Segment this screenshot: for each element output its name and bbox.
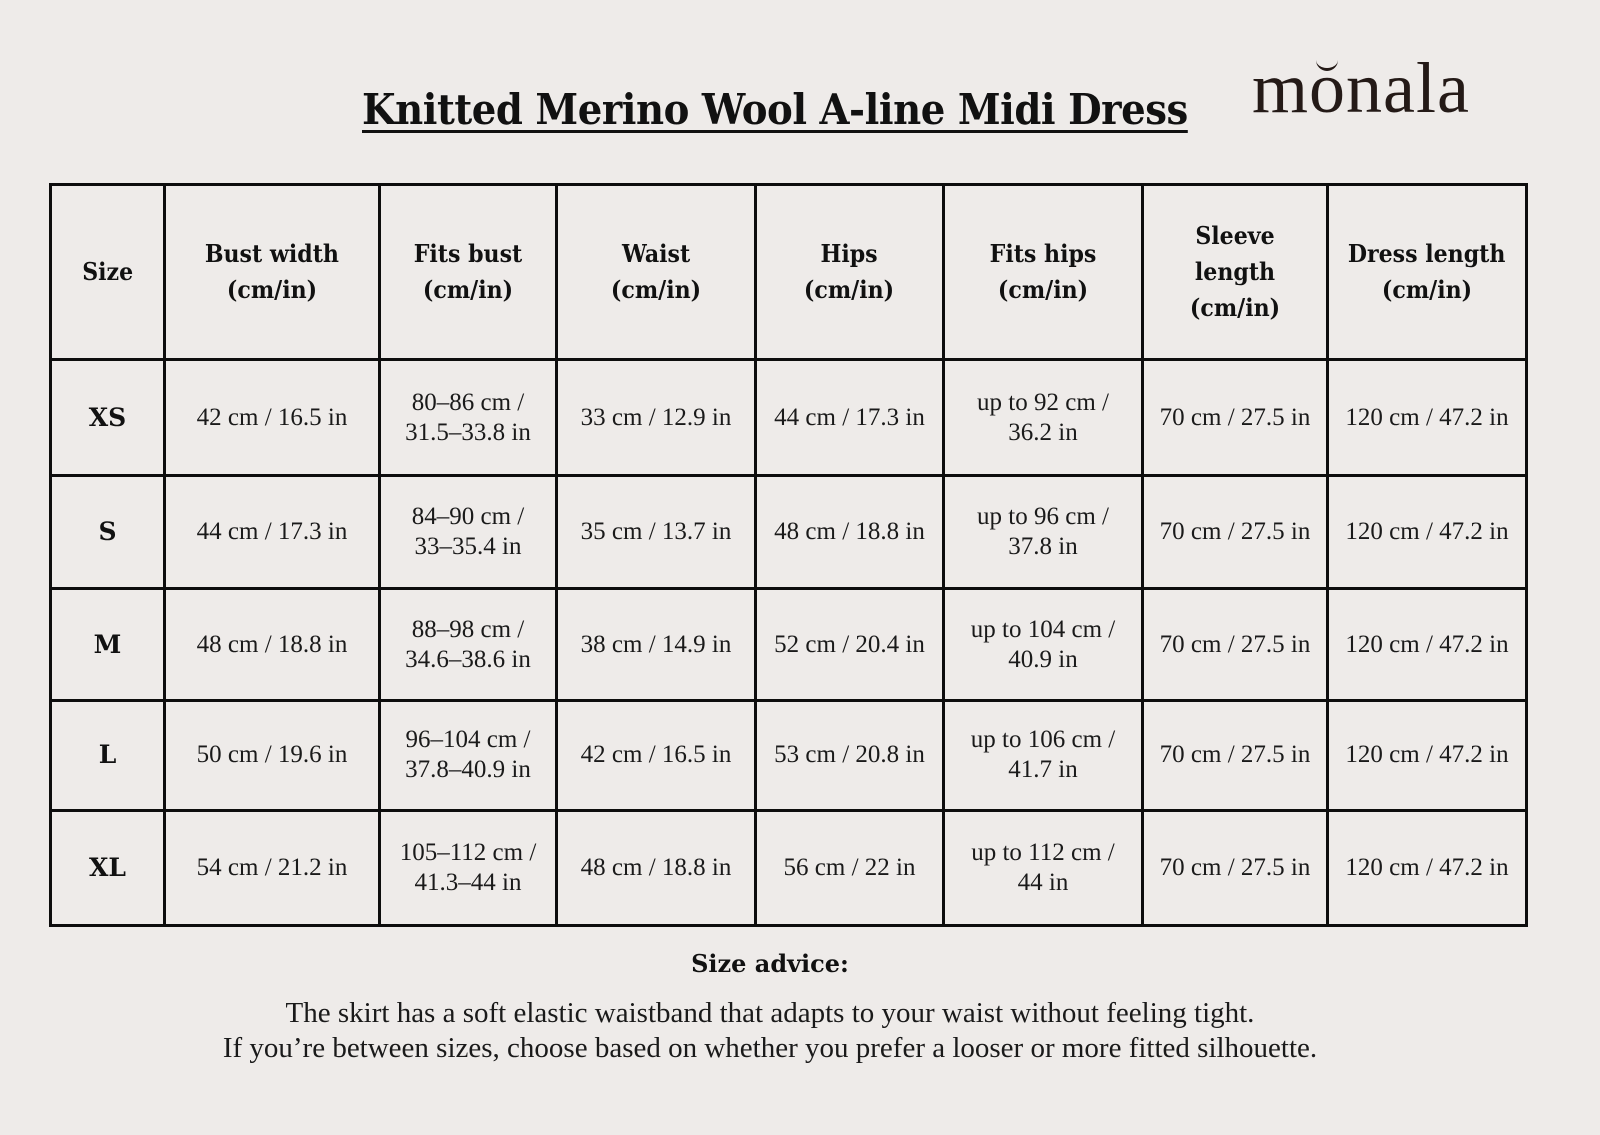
size-cell: M (51, 589, 165, 700)
fits-bust-cell (380, 589, 557, 700)
size-cell: XS (51, 360, 165, 476)
logo-accent-o: o (1309, 48, 1347, 128)
size-advice-heading: Size advice: (691, 949, 849, 978)
waist-cell: 48 cm / 18.8 in (557, 810, 756, 925)
dress-length-cell: 120 cm / 47.2 in (1328, 476, 1527, 589)
fits-bust-cm: 105–112 cm / (399, 838, 537, 866)
page-title: Knitted Merino Wool A-line Midi Dress (362, 85, 1188, 134)
header-sleeve-length (1143, 185, 1328, 360)
header-fits-bust (380, 185, 557, 360)
dress-length-cell: 120 cm / 47.2 in (1328, 810, 1527, 925)
bust-width-cell: 50 cm / 19.6 in (165, 700, 380, 810)
fits-bust-cell (380, 810, 557, 925)
header-fits-bust-unit: (cm/in) (422, 275, 514, 304)
fits-bust-cm: 96–104 cm / (405, 726, 531, 754)
bust-width-cell: 44 cm / 17.3 in (165, 476, 380, 589)
header-sleeve-length-unit: (cm/in) (1189, 293, 1281, 322)
fits-hips-cm: up to 106 cm / (970, 726, 1116, 754)
fits-hips-cell (944, 360, 1143, 476)
fits-hips-in: 36.2 in (1008, 418, 1078, 446)
logo-prefix: m (1252, 48, 1310, 128)
waist-cell: 33 cm / 12.9 in (557, 360, 756, 476)
header-waist-unit: (cm/in) (610, 275, 702, 304)
fits-bust-cell (380, 476, 557, 589)
header-hips-unit: (cm/in) (804, 275, 895, 304)
dress-length-cell: 120 cm / 47.2 in (1328, 700, 1527, 810)
fits-hips-cell (944, 476, 1143, 589)
size-advice-line: The skirt has a soft elastic waistband that adapts to your waist without feeling tight. (285, 997, 1255, 1029)
fits-hips-cell (944, 700, 1143, 810)
waist-cell: 38 cm / 14.9 in (557, 589, 756, 700)
fits-hips-cell (944, 810, 1143, 925)
fits-bust-cm: 80–86 cm / (411, 388, 525, 416)
sleeve-length-cell: 70 cm / 27.5 in (1143, 589, 1328, 700)
fits-bust-in: 41.3–44 in (414, 868, 522, 896)
brand-logo (1252, 48, 1470, 128)
waist-cell: 35 cm / 13.7 in (557, 476, 756, 589)
sleeve-length-cell: 70 cm / 27.5 in (1143, 810, 1328, 925)
fits-hips-cm: up to 96 cm / (977, 503, 1109, 531)
header-dress-length-unit: (cm/in) (1381, 275, 1473, 304)
header-size (51, 185, 165, 360)
size-chart-table (49, 183, 1528, 927)
bust-width-cell: 54 cm / 21.2 in (165, 810, 380, 925)
header-sleeve-length-label: Sleeve length (1194, 221, 1276, 286)
fits-bust-in: 31.5–33.8 in (405, 418, 531, 446)
fits-hips-in: 37.8 in (1008, 533, 1078, 561)
fits-hips-cm: up to 92 cm / (977, 388, 1109, 416)
header-bust-width-unit: (cm/in) (226, 275, 318, 304)
hips-cell: 48 cm / 18.8 in (756, 476, 944, 589)
hips-cell: 53 cm / 20.8 in (756, 700, 944, 810)
header-size-label: Size (82, 257, 133, 286)
table-row (51, 700, 1527, 810)
size-cell: XL (51, 810, 165, 925)
fits-bust-in: 34.6–38.6 in (405, 645, 531, 673)
sleeve-length-cell: 70 cm / 27.5 in (1143, 360, 1328, 476)
sleeve-length-cell: 70 cm / 27.5 in (1143, 476, 1328, 589)
fits-bust-in: 33–35.4 in (414, 533, 522, 561)
fits-bust-cell (380, 700, 557, 810)
header-hips-label: Hips (820, 239, 879, 268)
bust-width-cell: 48 cm / 18.8 in (165, 589, 380, 700)
fits-bust-cell (380, 360, 557, 476)
fits-bust-in: 37.8–40.9 in (405, 756, 531, 784)
header-fits-hips-label: Fits hips (989, 239, 1097, 268)
header-bust-width (165, 185, 380, 360)
header-waist (557, 185, 756, 360)
header-waist-label: Waist (621, 239, 691, 268)
bust-width-cell: 42 cm / 16.5 in (165, 360, 380, 476)
size-cell: L (51, 700, 165, 810)
header-hips (756, 185, 944, 360)
fits-hips-in: 41.7 in (1008, 756, 1078, 784)
table-row (51, 810, 1527, 925)
table-row (51, 589, 1527, 700)
fits-bust-cm: 88–98 cm / (411, 615, 525, 643)
hips-cell: 56 cm / 22 in (756, 810, 944, 925)
size-advice-line: If you’re between sizes, choose based on whether you prefer a looser or more fitted silhouette. (222, 1032, 1318, 1064)
fits-hips-cm: up to 104 cm / (970, 615, 1116, 643)
dress-length-cell: 120 cm / 47.2 in (1328, 589, 1527, 700)
hips-cell: 52 cm / 20.4 in (756, 589, 944, 700)
table-row (51, 360, 1527, 476)
logo-suffix: nala (1346, 48, 1470, 128)
size-cell: S (51, 476, 165, 589)
fits-bust-cm: 84–90 cm / (411, 503, 525, 531)
header-fits-hips-unit: (cm/in) (997, 275, 1089, 304)
fits-hips-cm: up to 112 cm / (971, 838, 1115, 866)
dress-length-cell: 120 cm / 47.2 in (1328, 360, 1527, 476)
fits-hips-cell (944, 589, 1143, 700)
header-bust-width-label: Bust width (204, 239, 340, 268)
header-dress-length-label: Dress length (1348, 239, 1506, 268)
hips-cell: 44 cm / 17.3 in (756, 360, 944, 476)
table-row (51, 476, 1527, 589)
header-dress-length (1328, 185, 1527, 360)
fits-hips-in: 40.9 in (1008, 645, 1078, 673)
waist-cell: 42 cm / 16.5 in (557, 700, 756, 810)
header-fits-bust-label: Fits bust (413, 239, 523, 268)
sleeve-length-cell: 70 cm / 27.5 in (1143, 700, 1328, 810)
fits-hips-in: 44 in (1017, 868, 1069, 896)
header-fits-hips (944, 185, 1143, 360)
table-header-row (51, 185, 1527, 360)
